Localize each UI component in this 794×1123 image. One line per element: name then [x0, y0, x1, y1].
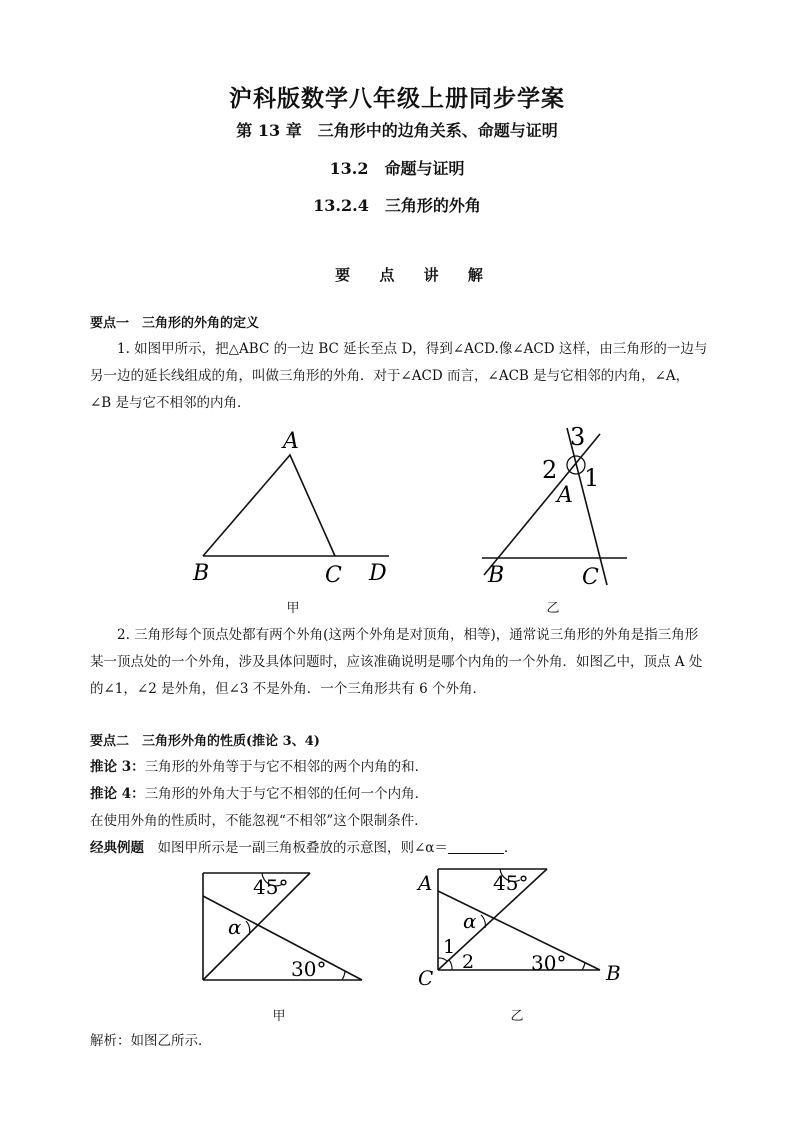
document-title: 沪科版数学八年级上册同步学案 [229, 85, 565, 112]
section-heading: 要 点 讲 解 [335, 266, 495, 284]
solution-text: 解析：如图乙所示． [90, 1033, 212, 1049]
point1-paragraph-2: 2. 三角形每个顶点处都有两个外角(这两个外角是对顶角，相等)，通常说三角形的外角是指三角形某一顶点处的一个外角，涉及具体问题时，应该准确说明是哪个内角的一个外角．如图乙中，顶点 A 处的∠1，∠2 是外角，但∠3 不是外角．一个三角形共有 6 个外角． [90, 627, 703, 697]
note-text: 在使用外角的性质时，不能忽视“不相邻”这个限制条件． [90, 813, 428, 829]
subsection-title: 13.2.4 三角形的外角 [313, 196, 481, 215]
angle-45: 45° [493, 871, 529, 895]
point-label-c: C [325, 563, 342, 588]
angle-30: 30° [531, 951, 567, 975]
point1-paragraph-1: 1. 如图甲所示，把△ABC 的一边 BC 延长至点 D，得到∠ACD.像∠ACD 这样，由三角形的一边与另一边的延长线组成的角，叫做三角形的外角．对于∠ACD 而言，∠ACB 是与它相邻的内角，∠A，∠B 是与它不相邻的内角． [90, 341, 708, 411]
point-label-a: A [557, 483, 573, 508]
point-label-d: D [369, 561, 387, 586]
angle-45: 45° [253, 875, 289, 899]
corollary-3-text: 三角形的外角等于与它不相邻的两个内角的和． [144, 759, 429, 775]
point-label-a: A [418, 871, 433, 895]
point-label-c: C [418, 966, 434, 990]
point-label-b: B [606, 961, 621, 985]
angle-30: 30° [291, 957, 327, 981]
point-label-c: C [582, 565, 599, 590]
point2-heading: 要点二 三角形外角的性质(推论 3、4) [90, 734, 320, 749]
figure-label-yi: 乙 [546, 601, 560, 616]
figure-label-yi-2: 乙 [510, 1009, 524, 1024]
point-label-a: A [283, 429, 299, 454]
figure-label-jia: 甲 [286, 601, 300, 616]
example-end: ． [503, 840, 518, 856]
point-label-b: B [488, 563, 505, 588]
angle-label-2: 2 [462, 951, 475, 973]
point-label-b: B [193, 561, 210, 586]
angle-label-1: 1 [584, 464, 600, 492]
example-label: 经典例题 [90, 840, 144, 856]
example-text: 如图甲所示是一副三角板叠放的示意图，则∠α＝ [157, 840, 448, 856]
angle-label-3: 3 [570, 423, 586, 451]
point1-heading: 要点一 三角形的外角的定义 [90, 316, 260, 331]
angle-label-1: 1 [443, 936, 456, 958]
angle-alpha: α [463, 909, 477, 933]
corollary-3-label: 推论 3： [90, 759, 145, 775]
figure-label-jia-2: 甲 [272, 1009, 286, 1024]
angle-label-2: 2 [542, 456, 558, 484]
corollary-4-label: 推论 4： [90, 786, 145, 802]
section-title: 13.2 命题与证明 [329, 159, 465, 178]
angle-alpha: α [228, 915, 242, 939]
chapter-title: 第 13 章 三角形中的边角关系、命题与证明 [236, 121, 558, 140]
corollary-4-text: 三角形的外角大于与它不相邻的任何一个内角． [144, 786, 429, 802]
